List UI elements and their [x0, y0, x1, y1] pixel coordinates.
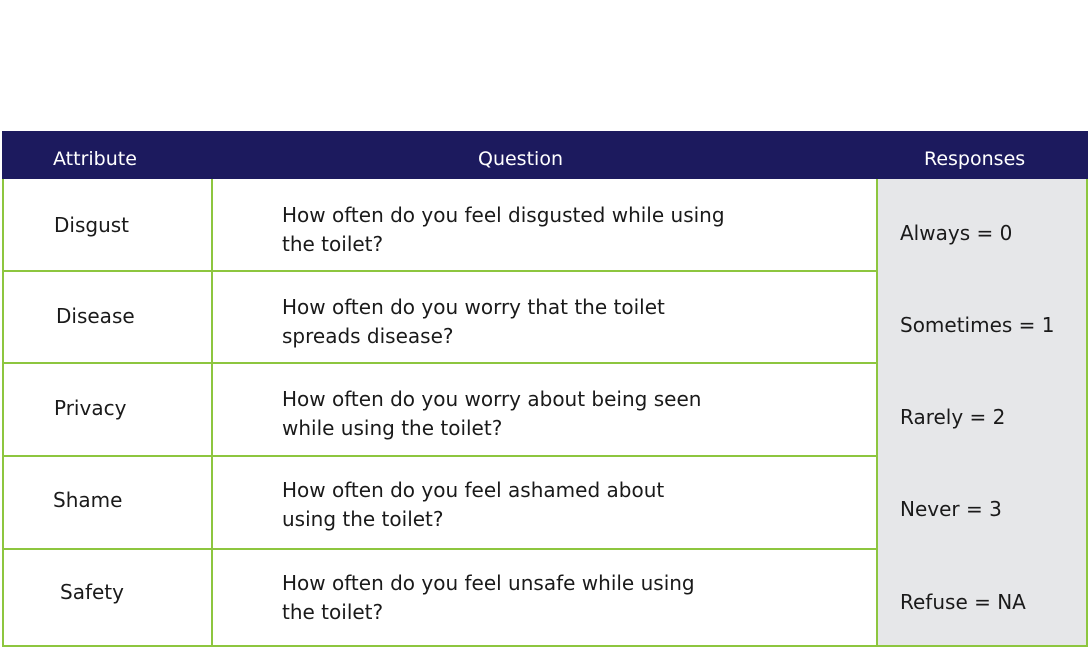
- question-shame: [282, 476, 862, 534]
- attribute-safety: Safety: [60, 580, 124, 604]
- row-divider: [2, 270, 878, 272]
- header-question: Question: [478, 148, 563, 170]
- row-divider: [2, 455, 878, 457]
- attribute-shame: Shame: [53, 488, 123, 512]
- row-divider: [2, 548, 878, 550]
- response-always: Always = 0: [900, 221, 1013, 245]
- question-line: using the toilet?: [282, 507, 444, 531]
- question-line: How often do you worry about being seen: [282, 387, 702, 411]
- table-header: [2, 131, 1088, 179]
- question-line: How often do you worry that the toilet: [282, 295, 665, 319]
- grid-line-attribute-divider: [211, 179, 213, 647]
- question-privacy: [282, 385, 862, 443]
- attribute-disgust: Disgust: [54, 213, 130, 237]
- response-rarely: Rarely = 2: [900, 405, 1006, 429]
- question-safety: [282, 569, 862, 627]
- table-body: [2, 179, 1088, 647]
- question-line: How often do you feel unsafe while using: [282, 571, 695, 595]
- question-line: while using the toilet?: [282, 416, 503, 440]
- grid-line-left: [2, 179, 4, 647]
- question-line: How often do you feel ashamed about: [282, 478, 665, 502]
- header-attribute: Attribute: [53, 148, 137, 170]
- grid-line-right: [1086, 179, 1088, 647]
- question-line: the toilet?: [282, 232, 384, 256]
- survey-table: [2, 131, 1088, 647]
- grid-line-question-divider: [876, 179, 878, 647]
- attribute-disease: Disease: [56, 304, 135, 328]
- row-divider: [2, 362, 878, 364]
- header-responses: Responses: [924, 148, 1026, 170]
- table-bottom-border: [2, 645, 1088, 647]
- question-line: spreads disease?: [282, 324, 454, 348]
- response-sometimes: Sometimes = 1: [900, 313, 1055, 337]
- response-never: Never = 3: [900, 497, 1002, 521]
- question-disease: [282, 293, 862, 351]
- question-disgust: [282, 201, 862, 259]
- question-line: How often do you feel disgusted while using: [282, 203, 725, 227]
- response-refuse: Refuse = NA: [900, 590, 1026, 614]
- question-line: the toilet?: [282, 600, 384, 624]
- attribute-privacy: Privacy: [54, 396, 127, 420]
